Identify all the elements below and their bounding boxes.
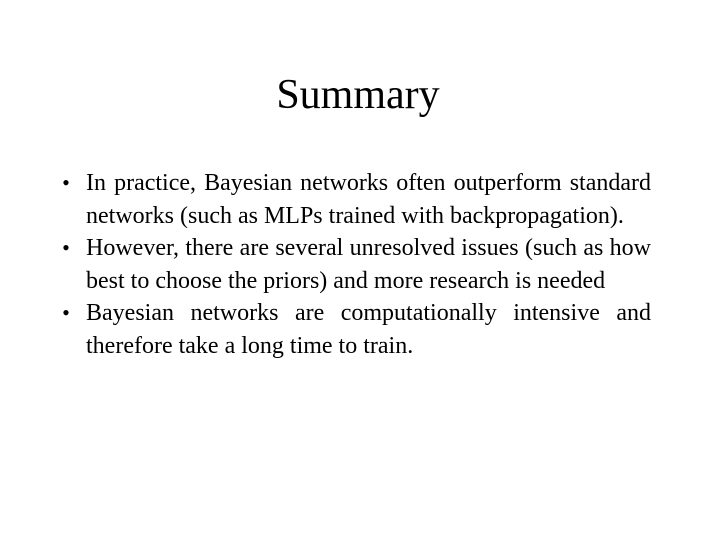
bullet-item bbox=[62, 167, 651, 232]
slide-title: Summary bbox=[276, 72, 440, 118]
bullet-icon: • bbox=[62, 170, 70, 195]
bullet-text: However, there are several unresolved issues (such as how best to choose the priors) and more research is needed bbox=[86, 235, 651, 294]
bullet-text: Bayesian networks are computationally intensive and therefore take a long time to train. bbox=[86, 300, 651, 359]
bullet-item bbox=[62, 232, 651, 297]
bullet-text: In practice, Bayesian networks often outperform standard networks (such as MLPs trained with backpropagation). bbox=[86, 170, 651, 229]
bullet-item bbox=[62, 297, 651, 362]
bullet-icon: • bbox=[62, 235, 70, 260]
bullet-icon: • bbox=[62, 300, 70, 325]
bullet-list bbox=[62, 167, 651, 362]
